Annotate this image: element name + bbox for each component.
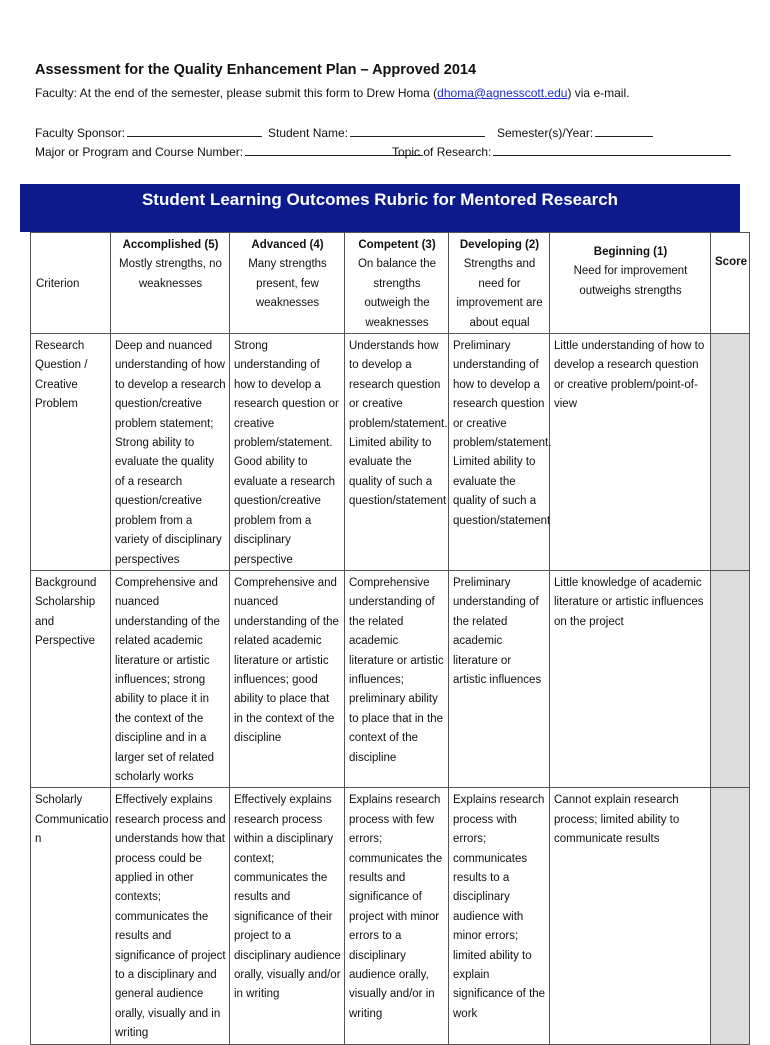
semester-year-line[interactable] [595,126,653,137]
rubric-cell: Little understanding of how to develop a research question or creative problem/point-of-view [550,334,711,571]
level-name: Developing (2) [459,239,540,251]
score-cell[interactable] [711,334,750,571]
level-description: On balance the strengths outweigh the weaknesses [357,258,436,329]
level-description: Strengths and need for improvement are about equal [456,258,543,329]
topic-field[interactable] [392,145,731,159]
faculty-sponsor-line[interactable] [127,126,262,137]
document-title: Assessment for the Quality Enhancement Plan – Approved 2014 [35,62,477,78]
criterion-cell: Research Question / Creative Problem [31,334,111,571]
rubric-cell: Explains research process with errors; communicates results to a disciplinary audience with minor errors; limited ability to explain significance of the work [449,788,550,1044]
rubric-cell: Comprehensive understanding of the related academic literature or artistic influences; preliminary ability to place that in the context of the discipline [345,570,449,787]
table-row [31,788,750,1044]
major-course-field[interactable] [35,145,423,159]
criterion-cell: Background Scholarship and Perspective [31,570,111,787]
rubric-cell: Preliminary understanding of how to develop a research question or creative problem/statement. Limited ability to evaluate the quality of such a question/statement [449,334,550,571]
instructions-text [35,86,629,100]
topic-label: Topic of Research: [392,145,492,159]
table-row [31,334,750,571]
instructions-prefix: Faculty: At the end of the semester, please submit this form to Drew Homa ( [35,86,438,100]
level-name: Competent (3) [358,239,436,251]
rubric-cell: Cannot explain research process; limited ability to communicate results [550,788,711,1044]
rubric-title: Student Learning Outcomes Rubric for Mentored Research [141,190,619,209]
rubric-cell: Preliminary understanding of the related academic literature or artistic influences [449,570,550,787]
rubric-cell: Understands how to develop a research question or creative problem/statement. Limited ability to evaluate the quality of such a question/statement [345,334,449,571]
rubric-cell: Strong understanding of how to develop a research question or creative problem/statement. Good ability to evaluate a research question/creative problem from a disciplinary perspective [230,334,345,571]
level-description: Many strengths present, few weaknesses [248,258,327,310]
semester-year-label: Semester(s)/Year: [497,126,594,140]
level-header [111,233,230,334]
student-name-line[interactable] [350,126,485,137]
rubric-cell: Effectively explains research process and understands how that process could be applied in other contexts; communicates the results and significance of project to a disciplinary and general audience orally, visually and in writing [111,788,230,1044]
student-name-label: Student Name: [268,126,349,140]
level-header [550,233,711,334]
table-row [31,570,750,787]
rubric-cell: Explains research process with few errors; communicates the results and significance of project with minor errors to a disciplinary audience orally, visually and/or in writing [345,788,449,1044]
student-name-field[interactable] [268,126,485,140]
level-description: Need for improvement outweighs strengths [573,265,688,297]
rubric-header-row [31,233,750,334]
email-link[interactable]: dhoma@agnesscott.edu [437,86,568,100]
faculty-sponsor-field[interactable] [35,126,262,140]
rubric-banner [20,184,740,232]
major-course-label: Major or Program and Course Number: [35,145,244,159]
topic-line[interactable] [493,145,731,156]
rubric-table [30,232,750,1045]
instructions-suffix: ) via e-mail. [567,86,630,100]
level-header [230,233,345,334]
level-header [449,233,550,334]
level-name: Beginning (1) [593,246,668,258]
score-cell[interactable] [711,570,750,787]
score-cell[interactable] [711,788,750,1044]
rubric-cell: Deep and nuanced understanding of how to develop a research question/creative problem statement; Strong ability to evaluate the quality of a research question/creative problem from a variety of disciplinary perspectives [111,334,230,571]
criterion-header: Criterion [31,233,111,334]
level-description: Mostly strengths, no weaknesses [119,258,222,290]
rubric-cell: Comprehensive and nuanced understanding of the related academic literature or artistic influences; strong ability to place it in the context of the discipline and in a larger set of related scholarly works [111,570,230,787]
score-header: Score [711,233,750,334]
rubric-cell: Little knowledge of academic literature or artistic influences on the project [550,570,711,787]
semester-year-field[interactable] [497,126,653,140]
level-name: Accomplished (5) [122,239,219,251]
level-name: Advanced (4) [251,239,324,251]
faculty-sponsor-label: Faculty Sponsor: [35,126,126,140]
criterion-cell: Scholarly Communicatio n [31,788,111,1044]
rubric-cell: Comprehensive and nuanced understanding of the related academic literature or artistic influences; good ability to place that in the context of the discipline [230,570,345,787]
level-header [345,233,449,334]
rubric-cell: Effectively explains research process within a disciplinary context; communicates the results and significance of their project to a disciplinary audience orally, visually and/or in writing [230,788,345,1044]
